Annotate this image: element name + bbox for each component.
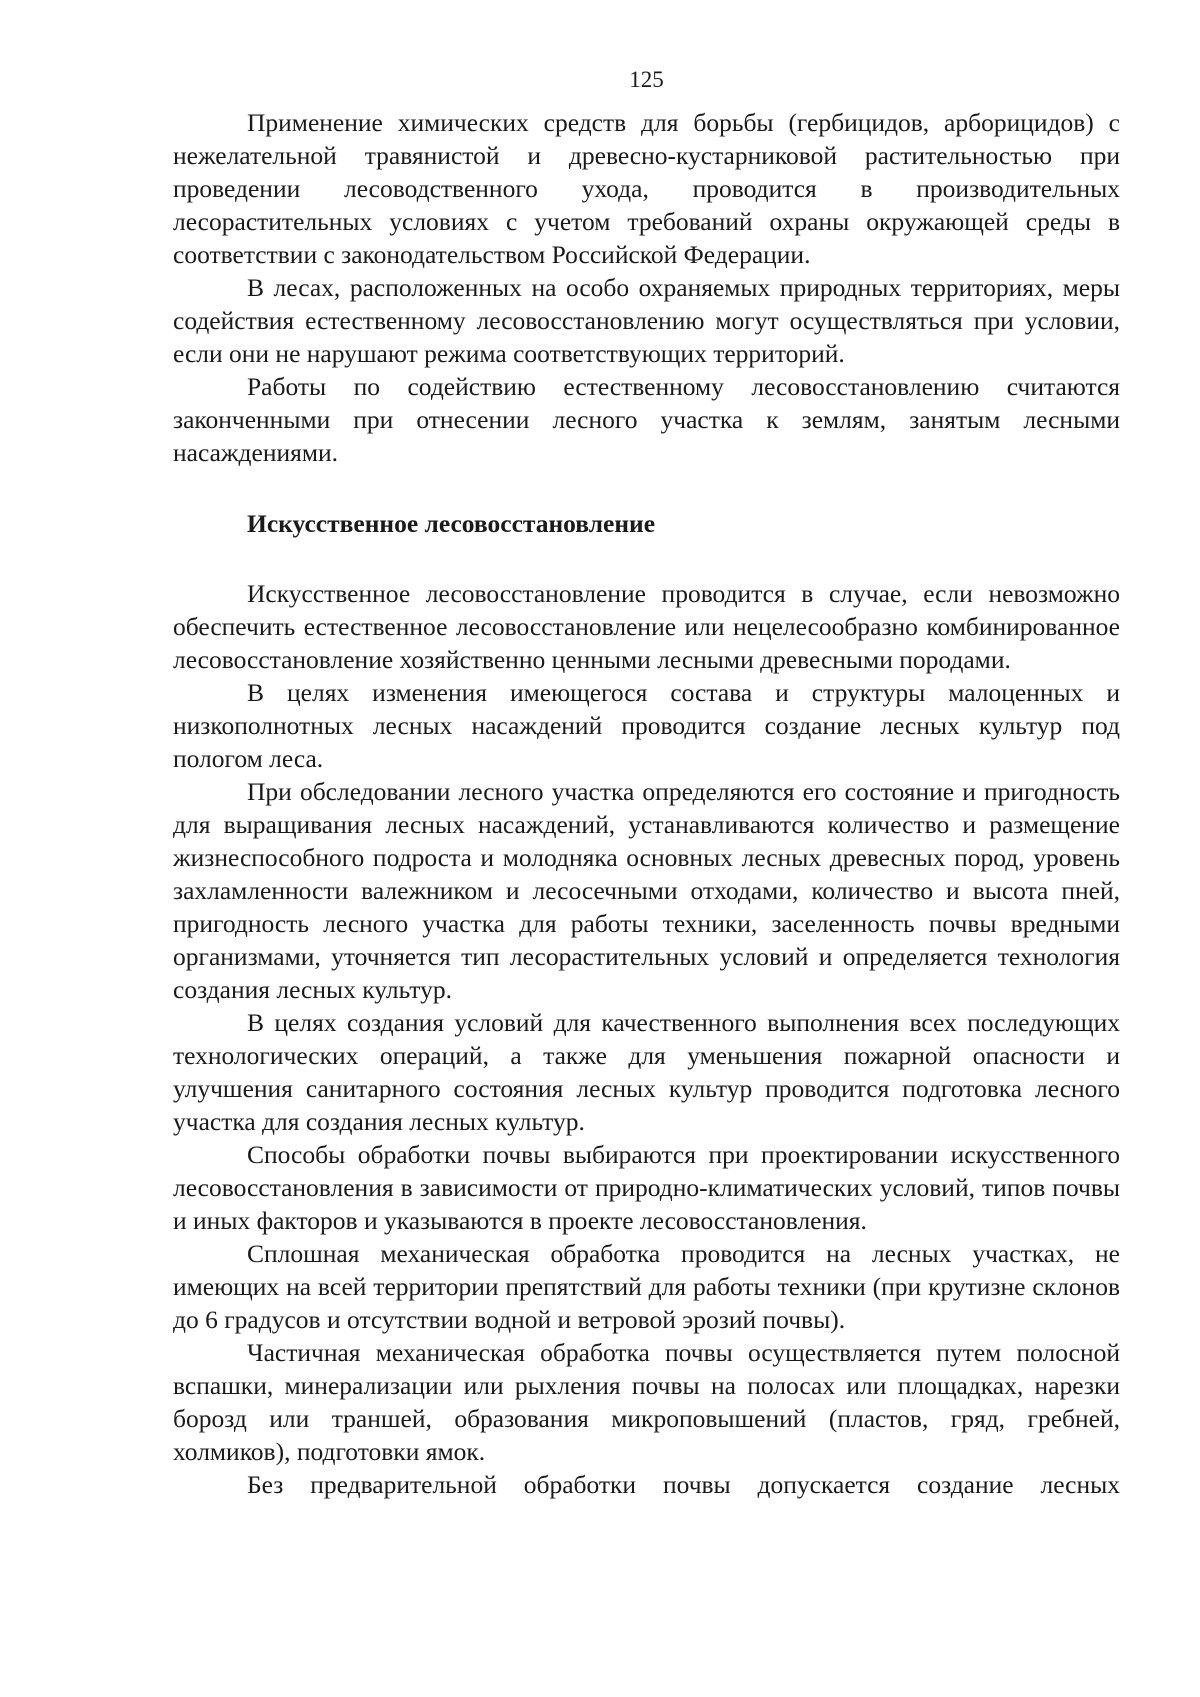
paragraph-protected-areas: В лесах, расположенных на особо охраняемых природных территориях, меры содействия естественному лесовосстановлению могут осуществляться при условии, если они не нарушают режима соответствующих территорий. xyxy=(173,273,1120,368)
paragraph-site-inspection: При обследовании лесного участка определяются его состояние и пригодность для выращивания лесных насаждений, устанавливаются количество и размещение жизнеспособного подроста и молодняка основных лесных древесных пород, уровень захламленности валежником и лесосечными отходами, количество и высота пней, пригодность лесного участка для работы техники, заселенность почвы вредными организмами, уточняется тип лесорастительных условий и определяется технология создания лесных культур. xyxy=(173,777,1120,1004)
paragraph-works-completed: Работы по содействию естественному лесовосстановлению считаются законченными при отнесении лесного участка к землям, занятым лесными насаждениями. xyxy=(173,372,1120,467)
paragraph-continuous-treatment: Сплошная механическая обработка проводится на лесных участках, не имеющих на всей территории препятствий для работы техники (при крутизне склонов до 6 градусов и отсутствии водной и ветровой эрозий почвы). xyxy=(173,1239,1120,1334)
page-number: 125 xyxy=(629,67,664,92)
paragraph-site-preparation: В целях создания условий для качественного выполнения всех последующих технологических операций, а также для уменьшения пожарной опасности и улучшения санитарного состояния лесных культур проводится подготовка лесного участка для создания лесных культур. xyxy=(173,1008,1120,1136)
paragraph-artificial-reforestation: Искусственное лесовосстановление проводится в случае, если невозможно обеспечить естественное лесовосстановление или нецелесообразно комбинированное лесовосстановление хозяйственно ценными лесными древесными породами. xyxy=(173,579,1120,674)
document-page xyxy=(173,64,1120,1501)
paragraph-partial-treatment: Частичная механическая обработка почвы осуществляется путем полосной вспашки, минерализации или рыхления почвы на полосах или площадках, нарезки борозд или траншей, образования микроповышений (пластов, гряд, гребней, холмиков), подготовки ямок. xyxy=(173,1338,1120,1466)
section-heading: Искусственное лесовосстановление xyxy=(247,509,656,538)
paragraph-composition-change: В целях изменения имеющегося состава и структуры малоценных и низкополнотных лесных насаждений проводится создание лесных культур под пологом леса. xyxy=(173,678,1120,773)
paragraph-soil-methods: Способы обработки почвы выбираются при проектировании искусственного лесовосстановления в зависимости от природно-климатических условий, типов почвы и иных факторов и указываются в проекте лесовосстановления. xyxy=(173,1140,1120,1235)
paragraph-chemical-treatment: Применение химических средств для борьбы (гербицидов, арборицидов) с нежелательной травянистой и древесно-кустарниковой растительностью при проведении лесоводственного ухода, проводится в производительных лесорастительных условиях с учетом требований охраны окружающей среды в соответствии с законодательством Российской Федерации. xyxy=(173,108,1120,269)
paragraph-no-treatment: Без предварительной обработки почвы допускается создание лесных xyxy=(247,1470,1120,1499)
